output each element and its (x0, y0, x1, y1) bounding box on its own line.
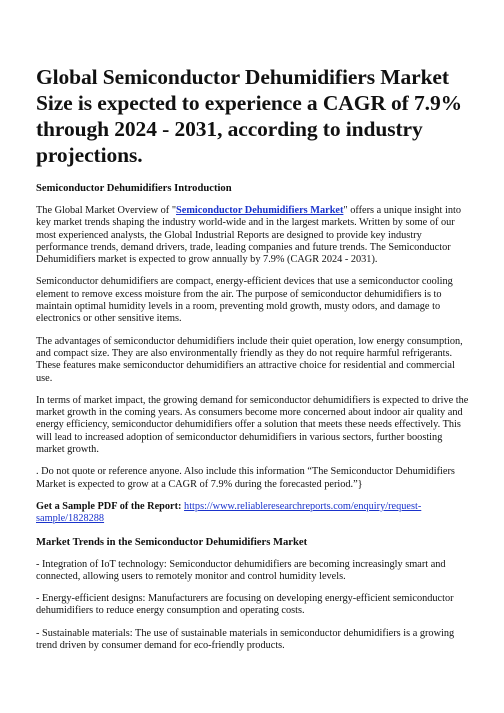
description-paragraph: Semiconductor dehumidifiers are compact, energy-efficient devices that use a semiconductor cooling element to remove excess moisture from the air. The purpose of semiconductor dehumidifiers is to maintain optimal humidity levels in a room, preventing mold growth, musty odors, and damage to electronics or other sensitive items. (36, 276, 453, 325)
overview-text-after: " offers a unique insight into key market trends shaping the industry world-wide and in the largest markets. Written by some of our most experienced analysts, the Global Industrial Reports are designed to provide key industry performance trends, demand drivers, trade, leading companies and future trends. The Semiconductor Dehumidifiers market is expected to grow annually by 7.9% (CAGR 2024 - 2031). (36, 205, 461, 266)
intro-heading: Semiconductor Dehumidifiers Introduction (36, 183, 232, 194)
sample-pdf-link[interactable]: https://www.reliableresearchreports.com/enquiry/request-sample/1828288 (36, 500, 422, 525)
document-page (36, 64, 472, 662)
trends-heading: Market Trends in the Semiconductor Dehumidifiers Market (36, 536, 308, 548)
trend-item-materials: - Sustainable materials: The use of sustainable materials in semiconductor dehumidifiers is a growing trend driven by consumer demand for eco-friendly products. (36, 627, 455, 652)
market-report-link[interactable]: Semiconductor Dehumidifiers Market (176, 205, 344, 216)
cagr-note-paragraph: . Do not quote or reference anyone. Also include this information “The Semiconductor Dehumidifiers Market is expected to grow at a CAGR of 7.9% during the forecasted period.”} (36, 466, 455, 490)
overview-text-before: The Global Market Overview of " (36, 205, 177, 216)
sample-pdf-line (36, 501, 472, 526)
trend-item-iot: - Integration of IoT technology: Semiconductor dehumidifiers are becoming increasingly smart and connected, allowing users to remotely monitor and control humidity levels. (36, 558, 446, 582)
advantages-paragraph: The advantages of semiconductor dehumidifiers include their quiet operation, low energy consumption, and compact size. They are also environmentally friendly as they do not require harmful refrigerants. These features make semiconductor dehumidifiers an attractive choice for residential and commercial use. (36, 335, 463, 384)
trend-item-energy: - Energy-efficient designs: Manufacturers are focusing on developing energy-efficient semiconductor dehumidifiers to reduce energy consumption and operating costs. (36, 593, 454, 617)
page-title: Global Semiconductor Dehumidifiers Market Size is expected to experience a CAGR of 7.9% through 2024 - 2031, according to industry projections. (36, 65, 462, 167)
market-impact-paragraph: In terms of market impact, the growing demand for semiconductor dehumidifiers is expected to drive the market growth in the coming years. As consumers become more concerned about indoor air quality and energy efficiency, semiconductor dehumidifiers offer a solution that meets these needs effectively. This will lead to increased adoption of semiconductor dehumidifiers in various sectors, further boosting market growth. (36, 394, 469, 456)
overview-paragraph (36, 205, 472, 266)
sample-pdf-label: Get a Sample PDF of the Report: (36, 500, 182, 512)
